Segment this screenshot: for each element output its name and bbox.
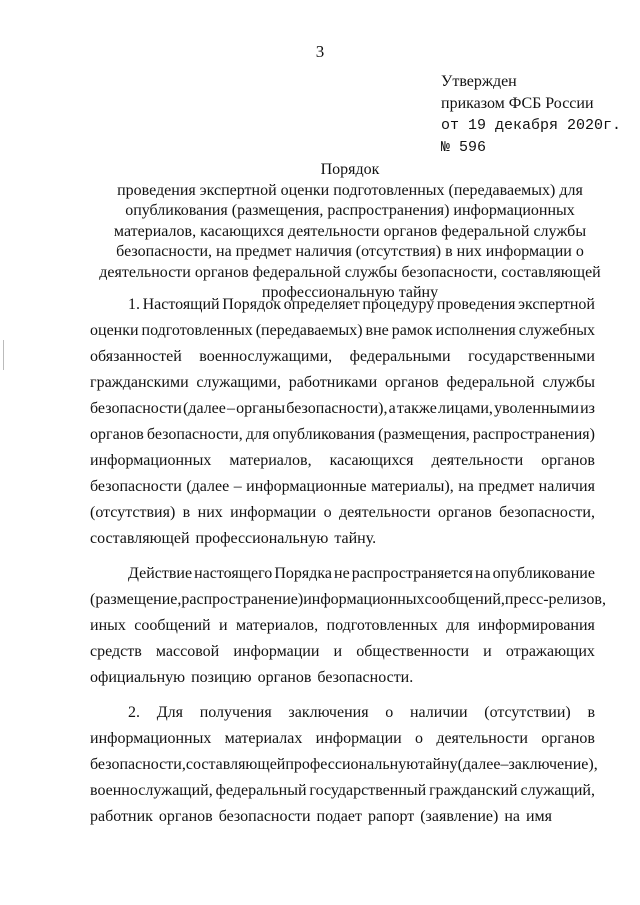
- title-line: материалов, касающихся деятельности органов федеральной службы: [113, 222, 587, 240]
- paragraph-line: безопасности, составляющей профессиональную тайну (далее – заключение),: [90, 756, 598, 773]
- paragraph-gap: [90, 691, 595, 700]
- approval-line-2: приказом ФСБ России: [441, 95, 594, 112]
- paragraph-line: иных сообщений и материалов, подготовленных для информирования: [90, 617, 595, 634]
- title-line: безопасности, на предмет наличия (отсутствия) в них информации о: [116, 243, 584, 260]
- paragraph: [90, 561, 606, 691]
- paragraph-line: обязанностей военнослужащими, федеральными государственными: [90, 348, 595, 365]
- paragraph-line: безопасности (далее – информационные материалы), на предмет наличия: [90, 478, 595, 495]
- paragraph-line: работник органов безопасности подает рапорт (заявление) на имя: [90, 808, 553, 825]
- paragraph: [90, 700, 598, 830]
- page-number: 3: [315, 42, 325, 61]
- paragraph-line: военнослужащий, федеральный государственный гражданский служащий,: [90, 782, 595, 799]
- paragraph-line: Действие настоящего Порядка не распространяется на опубликование: [128, 565, 595, 582]
- approval-block: [441, 71, 631, 159]
- paragraph-gap: [90, 552, 595, 561]
- title-line: опубликования (размещения, распространения) информационных: [125, 202, 575, 219]
- paragraph-line: гражданскими служащими, работниками органов федеральной службы: [90, 374, 595, 391]
- paragraph-line: 1. Настоящий Порядок определяет процедуру проведения экспертной: [128, 296, 595, 313]
- paragraph-line: (размещение, распространение) информационных сообщений, пресс-релизов,: [90, 591, 606, 608]
- paragraph-line: официальную позицию органов безопасности.: [90, 669, 414, 686]
- paragraph-line: органов безопасности, для опубликования (размещения, распространения): [90, 426, 595, 443]
- paragraph-line: информационных материалов, касающихся деятельности органов: [90, 452, 595, 469]
- approval-line-4: № 596: [441, 139, 487, 156]
- approval-line-3: от 19 декабря 2020г.: [441, 117, 622, 134]
- paragraph-line: оценки подготовленных (передаваемых) вне рамок исполнения служебных: [90, 322, 595, 339]
- paragraph-line: средств массовой информации и общественности и отражающих: [90, 643, 595, 660]
- paragraph-line: составляющей профессиональную тайну.: [90, 530, 377, 547]
- document-body: [90, 292, 606, 830]
- paragraph-line: безопасности (далее – органы безопасности), а также лицами, уволенными из: [90, 400, 595, 417]
- paragraph: [90, 292, 595, 552]
- scan-edge-mark: [3, 340, 4, 370]
- title-line: деятельности органов федеральной службы безопасности, составляющей: [99, 263, 601, 281]
- title-heading: Порядок: [320, 161, 380, 178]
- document-title: [90, 160, 610, 304]
- title-line: профессиональную тайну: [261, 284, 439, 301]
- approval-line-1: Утвержден: [441, 73, 517, 90]
- paragraph-line: 2. Для получения заключения о наличии (отсутствии) в: [128, 704, 595, 721]
- paragraph-line: информационных материалах информации о деятельности органов: [90, 730, 595, 747]
- paragraph-line: (отсутствия) в них информации о деятельности органов безопасности,: [90, 504, 595, 521]
- title-line: проведения экспертной оценки подготовленных (передаваемых) для: [117, 181, 583, 199]
